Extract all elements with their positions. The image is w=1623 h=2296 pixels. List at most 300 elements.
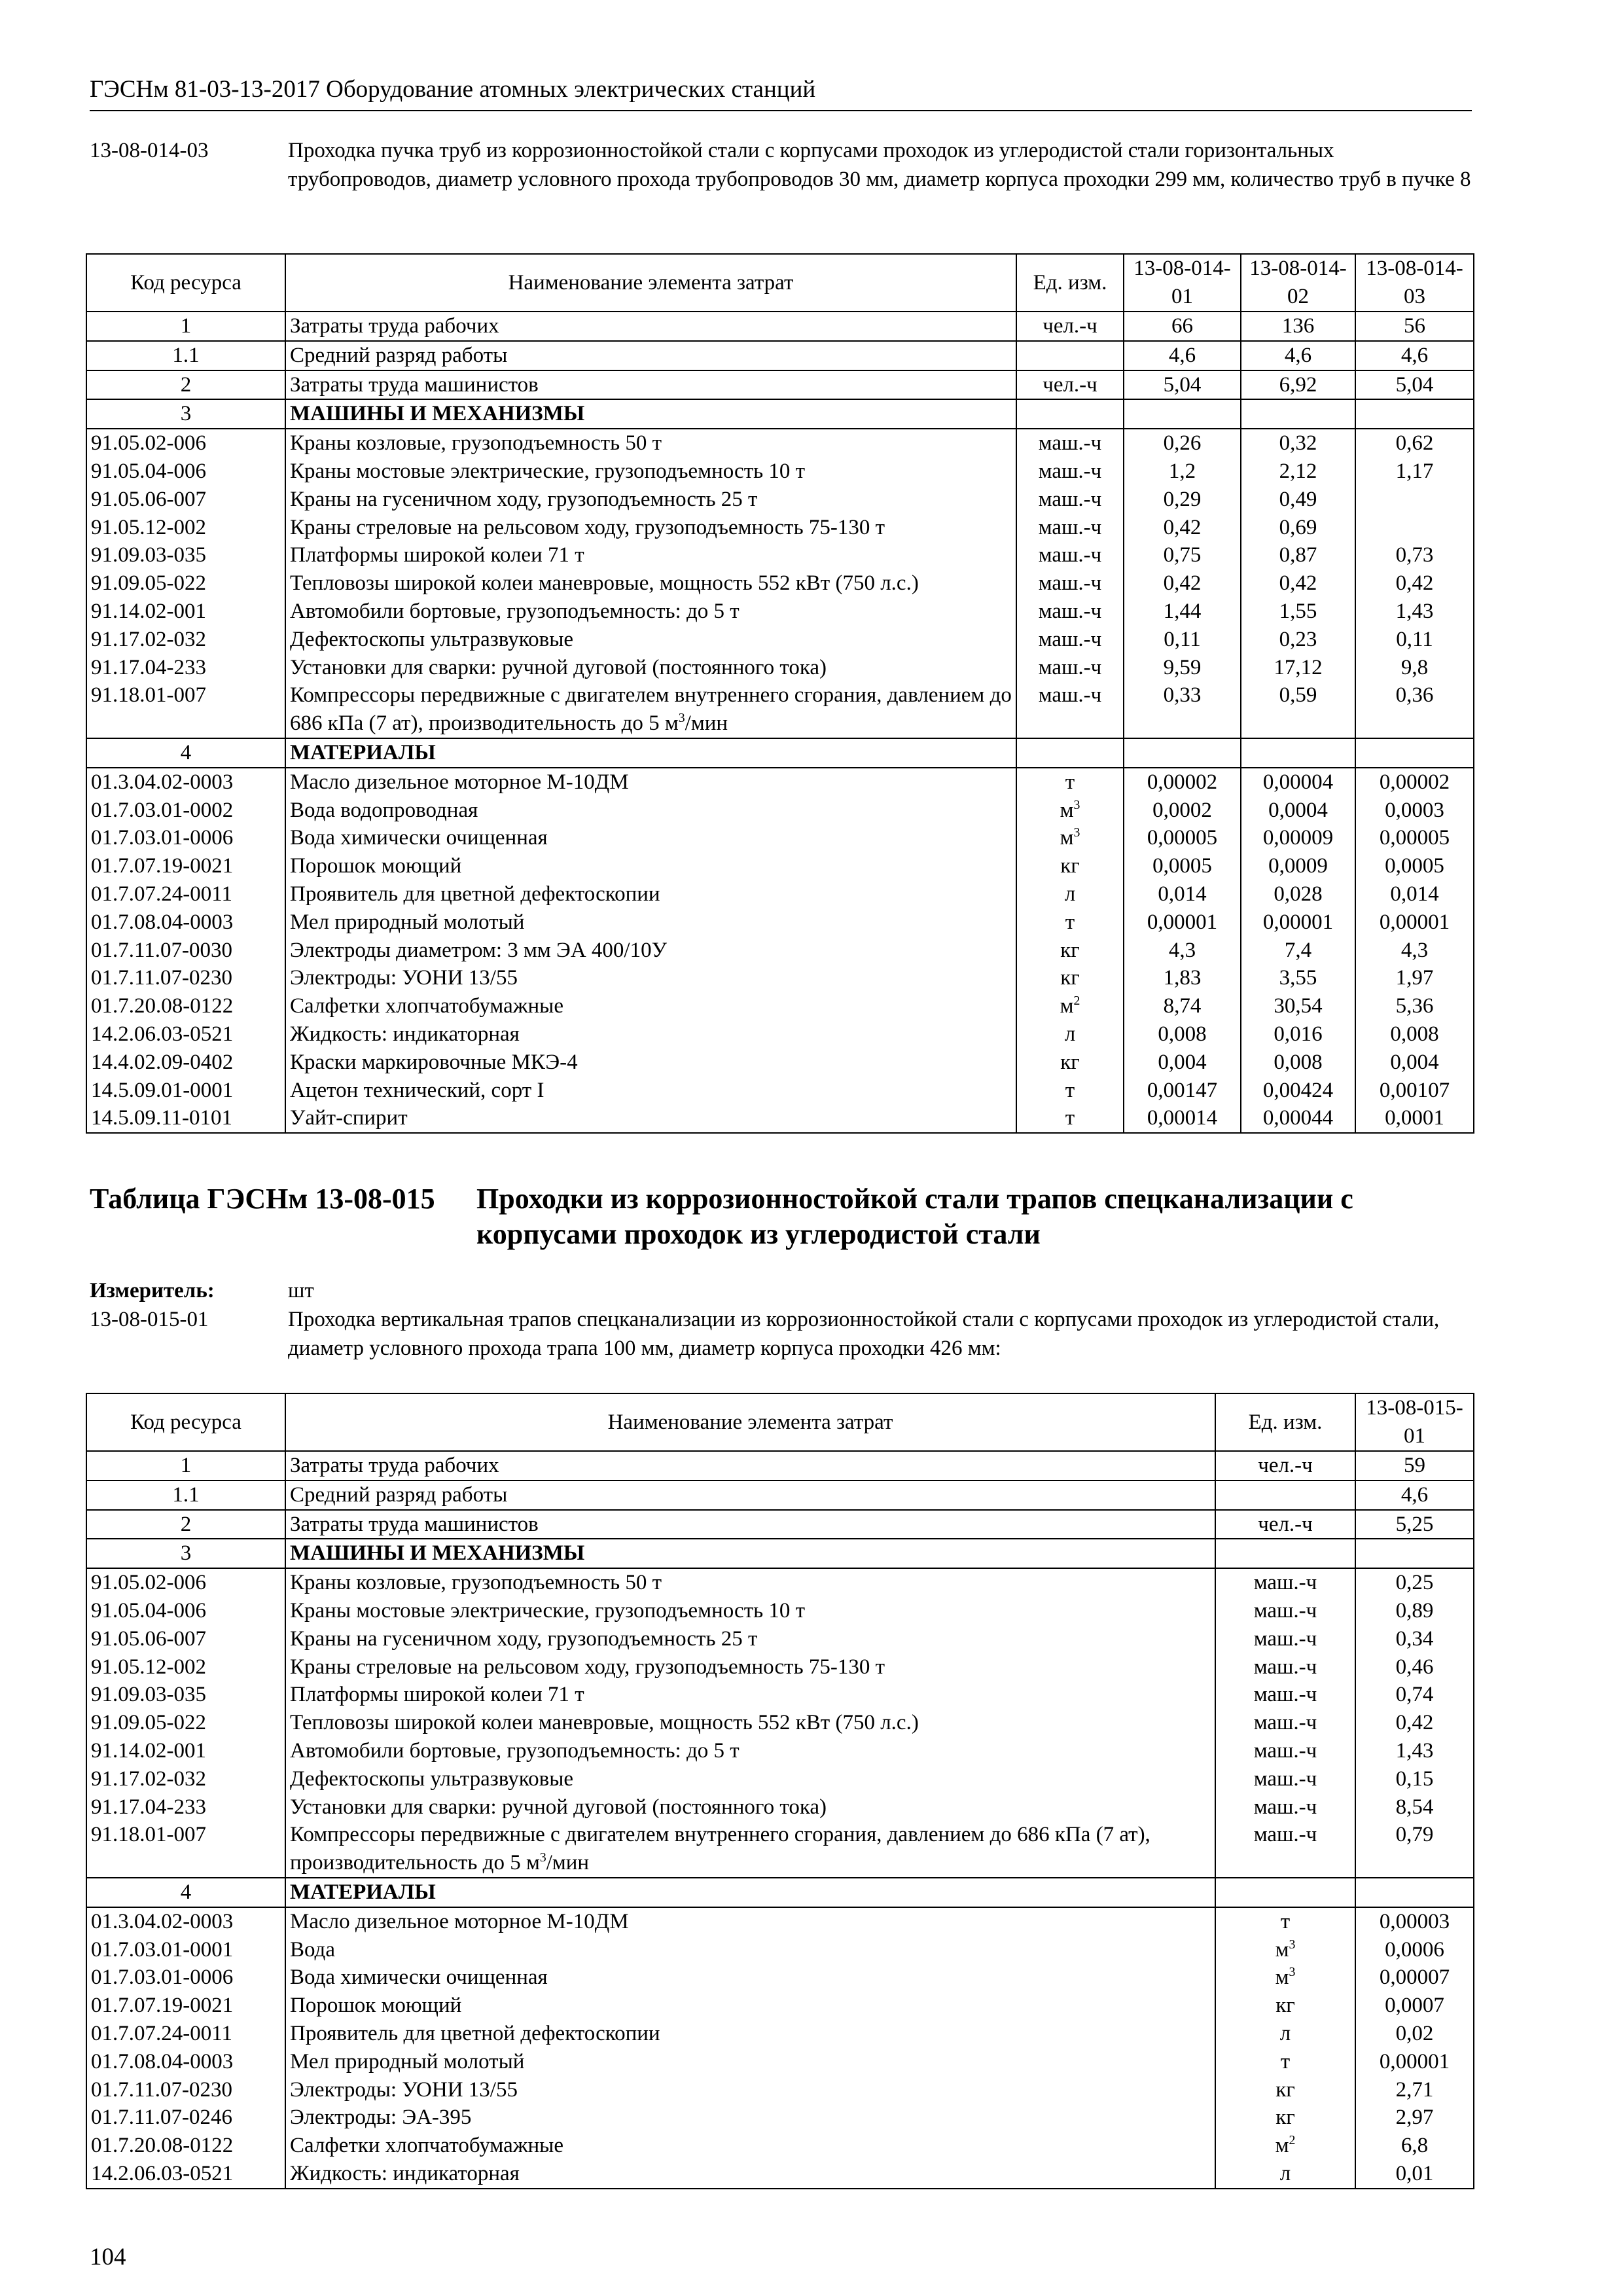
table-row [86, 1539, 1474, 1568]
resource-value: 0,014 [1355, 880, 1474, 908]
resource-unit: кг [1215, 2076, 1355, 2104]
resource-code: 01.7.20.08-0122 [86, 2132, 285, 2160]
resource-code: 14.5.09.01-0001 [86, 1077, 285, 1105]
table-row [86, 681, 1474, 738]
resource-name: Средний разряд работы [285, 1480, 1215, 1510]
resource-value: 0,00002 [1355, 768, 1474, 797]
resource-value: 0,016 [1241, 1020, 1355, 1049]
resource-value: 1,97 [1355, 964, 1474, 992]
table-row [86, 1765, 1474, 1793]
resource-code: 91.14.02-001 [86, 598, 285, 626]
resource-unit: т [1215, 2048, 1355, 2076]
resource-name: Затраты труда машинистов [285, 1510, 1215, 1539]
resource-value: 0,0002 [1124, 797, 1241, 825]
resource-name: Салфетки хлопчатобумажные [285, 992, 1016, 1020]
resource-value: 0,79 [1355, 1821, 1474, 1878]
table-row [86, 1104, 1474, 1133]
resource-code: 01.7.07.19-0021 [86, 852, 285, 880]
table-row [86, 1020, 1474, 1049]
resource-unit [1016, 399, 1124, 429]
table-row [86, 1709, 1474, 1737]
resource-code: 91.17.04-233 [86, 1793, 285, 1821]
resource-unit: маш.-ч [1016, 457, 1124, 486]
resource-code: 01.7.11.07-0230 [86, 964, 285, 992]
page-number: 104 [90, 2244, 126, 2270]
col-header-code: Код ресурса [86, 1393, 285, 1451]
resource-table-2 [86, 1393, 1474, 2189]
resource-value: 0,34 [1355, 1625, 1474, 1653]
resource-value: 9,8 [1355, 654, 1474, 682]
table-row [86, 1964, 1474, 1992]
resource-value: 4,6 [1355, 1480, 1474, 1510]
table-row [86, 541, 1474, 569]
resource-name: Тепловозы широкой колеи маневровые, мощность 552 кВт (750 л.с.) [285, 569, 1016, 598]
resource-value: 0,008 [1124, 1020, 1241, 1049]
table-row [86, 1992, 1474, 2020]
resource-value: 2,71 [1355, 2076, 1474, 2104]
resource-unit: маш.-ч [1215, 1709, 1355, 1737]
resource-value: 4,6 [1124, 341, 1241, 370]
resource-value: 8,74 [1124, 992, 1241, 1020]
resource-value: 0,62 [1355, 429, 1474, 457]
table-row [86, 514, 1474, 542]
resource-code: 91.05.02-006 [86, 1568, 285, 1597]
resource-name: Вода химически очищенная [285, 1964, 1215, 1992]
resource-unit: л [1215, 2160, 1355, 2189]
resource-name: Уайт-спирит [285, 1104, 1016, 1133]
resource-code: 4 [86, 1878, 285, 1907]
resource-code: 2 [86, 370, 285, 400]
resource-value: 0,0004 [1241, 797, 1355, 825]
resource-unit: маш.-ч [1016, 626, 1124, 654]
resource-unit: л [1016, 880, 1124, 908]
resource-value: 0,15 [1355, 1765, 1474, 1793]
resource-unit: маш.-ч [1016, 541, 1124, 569]
resource-value: 4,6 [1241, 341, 1355, 370]
table-row [86, 1049, 1474, 1077]
work-code: 13-08-014-03 [90, 139, 209, 162]
resource-value: 0,02 [1355, 2020, 1474, 2048]
col-header-variant: 13-08-014-03 [1355, 254, 1474, 312]
table-row [86, 2076, 1474, 2104]
resource-value: 0,74 [1355, 1681, 1474, 1709]
table-row [86, 1597, 1474, 1625]
resource-value: 0,00424 [1241, 1077, 1355, 1105]
table-row [86, 797, 1474, 825]
resource-code: 91.05.02-006 [86, 429, 285, 457]
resource-unit: маш.-ч [1215, 1625, 1355, 1653]
resource-name: Установки для сварки: ручной дуговой (постоянного тока) [285, 1793, 1215, 1821]
resource-value: 0,00004 [1241, 768, 1355, 797]
resource-name: Вода водопроводная [285, 797, 1016, 825]
resource-code: 01.7.07.19-0021 [86, 1992, 285, 2020]
resource-name: Затраты труда рабочих [285, 1451, 1215, 1480]
work-code: 13-08-015-01 [90, 1308, 209, 1331]
resource-value [1241, 399, 1355, 429]
resource-name: Электроды: УОНИ 13/55 [285, 2076, 1215, 2104]
resource-value: 5,36 [1355, 992, 1474, 1020]
resource-value: 0,014 [1124, 880, 1241, 908]
resource-code: 14.4.02.09-0402 [86, 1049, 285, 1077]
resource-name: Краски маркировочные МКЭ-4 [285, 1049, 1016, 1077]
resource-value: 0,00001 [1355, 2048, 1474, 2076]
resource-name: МАТЕРИАЛЫ [285, 1878, 1215, 1907]
resource-code: 01.7.03.01-0006 [86, 824, 285, 852]
resource-value: 0,0007 [1355, 1992, 1474, 2020]
resource-code: 1.1 [86, 1480, 285, 1510]
resource-unit: чел.-ч [1215, 1451, 1355, 1480]
resource-code: 91.17.02-032 [86, 626, 285, 654]
table-row [86, 598, 1474, 626]
resource-unit: маш.-ч [1215, 1765, 1355, 1793]
resource-unit: чел.-ч [1016, 312, 1124, 341]
resource-unit: маш.-ч [1016, 569, 1124, 598]
resource-name: Затраты труда рабочих [285, 312, 1016, 341]
resource-code: 2 [86, 1510, 285, 1539]
resource-value: 0,42 [1355, 569, 1474, 598]
table-row [86, 1451, 1474, 1480]
resource-name: Масло дизельное моторное М-10ДМ [285, 768, 1016, 797]
table-row [86, 2048, 1474, 2076]
resource-name: Краны козловые, грузоподъемность 50 т [285, 429, 1016, 457]
resource-value: 0,73 [1355, 541, 1474, 569]
meter-value: шт [288, 1279, 314, 1302]
resource-code: 91.05.06-007 [86, 1625, 285, 1653]
resource-unit: чел.-ч [1016, 370, 1124, 400]
resource-value: 9,59 [1124, 654, 1241, 682]
resource-code: 01.7.07.24-0011 [86, 2020, 285, 2048]
resource-code: 91.05.04-006 [86, 457, 285, 486]
resource-unit: кг [1215, 2104, 1355, 2132]
table-row [86, 1653, 1474, 1681]
resource-value [1355, 1878, 1474, 1907]
resource-unit: маш.-ч [1215, 1737, 1355, 1765]
resource-value: 0,00001 [1241, 908, 1355, 937]
resource-name: Краны стреловые на рельсовом ходу, грузоподъемность 75-130 т [285, 1653, 1215, 1681]
resource-value: 0,00009 [1241, 824, 1355, 852]
resource-unit [1215, 1539, 1355, 1568]
col-header-variant: 13-08-014-02 [1241, 254, 1355, 312]
table-row [86, 880, 1474, 908]
resource-code: 01.7.03.01-0002 [86, 797, 285, 825]
col-header-variant: 13-08-015-01 [1355, 1393, 1474, 1451]
resource-unit: маш.-ч [1215, 1568, 1355, 1597]
resource-unit: $м^3$ [1215, 1936, 1355, 1964]
resource-unit: кг [1016, 1049, 1124, 1077]
resource-value: 136 [1241, 312, 1355, 341]
resource-value: 2,12 [1241, 457, 1355, 486]
col-header-unit: Ед. изм. [1215, 1393, 1355, 1451]
resource-unit: кг [1016, 964, 1124, 992]
resource-code: 01.7.11.07-0246 [86, 2104, 285, 2132]
resource-name: МАШИНЫ И МЕХАНИЗМЫ [285, 1539, 1215, 1568]
table-row [86, 2104, 1474, 2132]
resource-unit: т [1016, 768, 1124, 797]
resource-name: Автомобили бортовые, грузоподъемность: до 5 т [285, 598, 1016, 626]
resource-name: Краны стреловые на рельсовом ходу, грузоподъемность 75-130 т [285, 514, 1016, 542]
resource-value: 30,54 [1241, 992, 1355, 1020]
resource-value: 0,26 [1124, 429, 1241, 457]
resource-value: 0,46 [1355, 1653, 1474, 1681]
resource-value: 0,42 [1124, 514, 1241, 542]
resource-name: Платформы широкой колеи 71 т [285, 1681, 1215, 1709]
resource-unit: $м^3$ [1215, 1964, 1355, 1992]
table-row [86, 2020, 1474, 2048]
resource-unit: $м^3$ [1016, 797, 1124, 825]
resource-value: 17,12 [1241, 654, 1355, 682]
resource-value: 0,87 [1241, 541, 1355, 569]
resource-unit: маш.-ч [1215, 1597, 1355, 1625]
resource-name: Вода [285, 1936, 1215, 1964]
resource-code: 91.05.06-007 [86, 486, 285, 514]
resource-name: Краны мостовые электрические, грузоподъемность 10 т [285, 457, 1016, 486]
resource-value: 0,36 [1355, 681, 1474, 738]
resource-name: Компрессоры передвижные с двигателем внутреннего сгорания, давлением до 686 кПа (7 ат), производительность до 5 $м^3$/мин [285, 1821, 1215, 1878]
resource-value: 1,55 [1241, 598, 1355, 626]
resource-code: 01.7.03.01-0001 [86, 1936, 285, 1964]
resource-unit: маш.-ч [1016, 681, 1124, 738]
resource-unit [1215, 1878, 1355, 1907]
table-row [86, 1907, 1474, 1936]
resource-value: 7,4 [1241, 937, 1355, 965]
table-row [86, 852, 1474, 880]
resource-code: 91.09.05-022 [86, 1709, 285, 1737]
work-description: Проходка вертикальная трапов спецканализации из коррозионностойкой стали с корпусами проходок из углеродистой стали, диаметр условного прохода трапа 100 мм, диаметр корпуса проходки 426 мм: [288, 1308, 1440, 1360]
resource-code: 01.7.20.08-0122 [86, 992, 285, 1020]
table-row [86, 429, 1474, 457]
resource-unit: кг [1016, 937, 1124, 965]
resource-value: 0,00005 [1124, 824, 1241, 852]
table-title-text: Проходки из коррозионностойкой стали трапов спецканализации с корпусами проходок из углеродистой стали [476, 1183, 1353, 1250]
resource-unit: маш.-ч [1016, 598, 1124, 626]
resource-unit [1016, 738, 1124, 768]
resource-value: 1,2 [1124, 457, 1241, 486]
resource-value [1124, 399, 1241, 429]
resource-name: Электроды: ЭА-395 [285, 2104, 1215, 2132]
resource-code: 1 [86, 1451, 285, 1480]
resource-code: 91.05.04-006 [86, 1597, 285, 1625]
resource-name: Краны мостовые электрические, грузоподъемность 10 т [285, 1597, 1215, 1625]
resource-name: Ацетон технический, сорт I [285, 1077, 1016, 1105]
resource-unit: т [1016, 908, 1124, 937]
resource-name: Средний разряд работы [285, 341, 1016, 370]
running-header: ГЭСНм 81-03-13-2017 Оборудование атомных электрических станций [90, 76, 816, 103]
resource-value: 0,008 [1241, 1049, 1355, 1077]
table-row [86, 1793, 1474, 1821]
table-title-label: Таблица ГЭСНм 13-08-015 [90, 1183, 435, 1215]
resource-unit: л [1215, 2020, 1355, 2048]
resource-code: 01.7.11.07-0230 [86, 2076, 285, 2104]
resource-code: 1.1 [86, 341, 285, 370]
resource-value: 5,25 [1355, 1510, 1474, 1539]
table-row [86, 370, 1474, 400]
resource-value: 6,92 [1241, 370, 1355, 400]
table-row [86, 341, 1474, 370]
resource-unit: маш.-ч [1016, 486, 1124, 514]
resource-code: 91.18.01-007 [86, 681, 285, 738]
resource-value: 2,97 [1355, 2104, 1474, 2132]
col-header-variant: 13-08-014-01 [1124, 254, 1241, 312]
meter-label: Измеритель: [90, 1279, 215, 1302]
resource-value: 0,25 [1355, 1568, 1474, 1597]
resource-value [1355, 1539, 1474, 1568]
resource-unit: маш.-ч [1016, 514, 1124, 542]
resource-value: 0,11 [1124, 626, 1241, 654]
resource-value: 0,00001 [1124, 908, 1241, 937]
table-row [86, 1625, 1474, 1653]
resource-unit: $м^2$ [1215, 2132, 1355, 2160]
resource-name: Дефектоскопы ультразвуковые [285, 626, 1016, 654]
resource-value: 0,29 [1124, 486, 1241, 514]
resource-code: 01.3.04.02-0003 [86, 768, 285, 797]
resource-value: 0,0005 [1124, 852, 1241, 880]
resource-name: Автомобили бортовые, грузоподъемность: до 5 т [285, 1737, 1215, 1765]
resource-value: 0,00001 [1355, 908, 1474, 937]
resource-unit: маш.-ч [1016, 429, 1124, 457]
resource-value: 3,55 [1241, 964, 1355, 992]
resource-name: Компрессоры передвижные с двигателем внутреннего сгорания, давлением до 686 кПа (7 ат), производительность до 5 $м^3$/мин [285, 681, 1016, 738]
resource-unit [1215, 1480, 1355, 1510]
resource-value: 0,00044 [1241, 1104, 1355, 1133]
resource-unit: т [1215, 1907, 1355, 1936]
resource-value: 0,42 [1124, 569, 1241, 598]
resource-name: Дефектоскопы ультразвуковые [285, 1765, 1215, 1793]
resource-value: 56 [1355, 312, 1474, 341]
table-row [86, 738, 1474, 768]
table-row [86, 964, 1474, 992]
resource-value: 0,00107 [1355, 1077, 1474, 1105]
resource-code: 01.7.11.07-0030 [86, 937, 285, 965]
resource-code: 4 [86, 738, 285, 768]
table-row [86, 824, 1474, 852]
col-header-name: Наименование элемента затрат [285, 254, 1016, 312]
resource-value: 0,028 [1241, 880, 1355, 908]
resource-code: 91.17.04-233 [86, 654, 285, 682]
resource-name: Краны на гусеничном ходу, грузоподъемность 25 т [285, 1625, 1215, 1653]
resource-code: 01.7.07.24-0011 [86, 880, 285, 908]
header-rule [90, 110, 1472, 111]
resource-value: 1,43 [1355, 1737, 1474, 1765]
resource-value [1355, 399, 1474, 429]
resource-unit: маш.-ч [1215, 1821, 1355, 1878]
resource-unit: кг [1215, 1992, 1355, 2020]
resource-table-2-body [86, 1451, 1474, 2189]
table-row [86, 1510, 1474, 1539]
resource-unit: маш.-ч [1215, 1793, 1355, 1821]
resource-name: Затраты труда машинистов [285, 370, 1016, 400]
resource-value: 0,0009 [1241, 852, 1355, 880]
resource-value: 5,04 [1124, 370, 1241, 400]
resource-value [1355, 514, 1474, 542]
table-row [86, 992, 1474, 1020]
table-row [86, 312, 1474, 341]
resource-value: 0,0005 [1355, 852, 1474, 880]
resource-value [1124, 738, 1241, 768]
resource-name: Проявитель для цветной дефектоскопии [285, 880, 1016, 908]
resource-name: Тепловозы широкой колеи маневровые, мощность 552 кВт (750 л.с.) [285, 1709, 1215, 1737]
resource-code: 01.7.03.01-0006 [86, 1964, 285, 1992]
resource-unit: $м^2$ [1016, 992, 1124, 1020]
resource-value: 4,6 [1355, 341, 1474, 370]
resource-value: 59 [1355, 1451, 1474, 1480]
table-row [86, 569, 1474, 598]
resource-value: 0,33 [1124, 681, 1241, 738]
resource-name: Вода химически очищенная [285, 824, 1016, 852]
resource-table-1 [86, 253, 1474, 1134]
resource-name: Краны на гусеничном ходу, грузоподъемность 25 т [285, 486, 1016, 514]
resource-code: 91.14.02-001 [86, 1737, 285, 1765]
resource-unit: маш.-ч [1016, 654, 1124, 682]
table-row [86, 486, 1474, 514]
resource-unit: $м^3$ [1016, 824, 1124, 852]
resource-code: 01.3.04.02-0003 [86, 1907, 285, 1936]
col-header-unit: Ед. изм. [1016, 254, 1124, 312]
resource-code: 1 [86, 312, 285, 341]
resource-name: Порошок моющий [285, 852, 1016, 880]
resource-unit: т [1016, 1077, 1124, 1105]
resource-name: Электроды диаметром: 3 мм ЭА 400/10У [285, 937, 1016, 965]
table-row [86, 399, 1474, 429]
work-description: Проходка пучка труб из коррозионностойкой стали с корпусами проходок из углеродистой стали горизонтальных трубопроводов, диаметр условного прохода трубопроводов 30 мм, диаметр корпуса проходки 299 мм, количество труб в пучке 8 [288, 139, 1471, 191]
table-row [86, 908, 1474, 937]
resource-name: Масло дизельное моторное М-10ДМ [285, 1907, 1215, 1936]
resource-code: 14.2.06.03-0521 [86, 2160, 285, 2189]
resource-code: 3 [86, 399, 285, 429]
col-header-code: Код ресурса [86, 254, 285, 312]
resource-code: 01.7.08.04-0003 [86, 908, 285, 937]
resource-unit [1016, 341, 1124, 370]
resource-name: Жидкость: индикаторная [285, 2160, 1215, 2189]
resource-value: 0,00147 [1124, 1077, 1241, 1105]
resource-value: 0,00005 [1355, 824, 1474, 852]
resource-value: 0,00014 [1124, 1104, 1241, 1133]
resource-value [1355, 738, 1474, 768]
table-row [86, 937, 1474, 965]
col-header-name: Наименование элемента затрат [285, 1393, 1215, 1451]
resource-value: 0,00002 [1124, 768, 1241, 797]
table-row [86, 1737, 1474, 1765]
resource-value: 0,69 [1241, 514, 1355, 542]
resource-value: 0,75 [1124, 541, 1241, 569]
resource-unit: чел.-ч [1215, 1510, 1355, 1539]
table-row [86, 1936, 1474, 1964]
resource-unit: маш.-ч [1215, 1653, 1355, 1681]
resource-value: 1,43 [1355, 598, 1474, 626]
resource-name: Порошок моющий [285, 1992, 1215, 2020]
resource-code: 14.5.09.11-0101 [86, 1104, 285, 1133]
resource-value: 4,3 [1124, 937, 1241, 965]
resource-value: 1,17 [1355, 457, 1474, 486]
resource-code: 01.7.08.04-0003 [86, 2048, 285, 2076]
resource-value: 0,89 [1355, 1597, 1474, 1625]
table-row [86, 626, 1474, 654]
resource-name: Краны козловые, грузоподъемность 50 т [285, 1568, 1215, 1597]
resource-value: 0,49 [1241, 486, 1355, 514]
resource-unit: кг [1016, 852, 1124, 880]
table-row [86, 1077, 1474, 1105]
resource-name: Установки для сварки: ручной дуговой (постоянного тока) [285, 654, 1016, 682]
resource-unit: маш.-ч [1215, 1681, 1355, 1709]
resource-unit: т [1016, 1104, 1124, 1133]
table-row [86, 1480, 1474, 1510]
resource-table-1-body [86, 312, 1474, 1133]
resource-value: 0,0001 [1355, 1104, 1474, 1133]
resource-value [1355, 486, 1474, 514]
resource-name: Платформы широкой колеи 71 т [285, 541, 1016, 569]
table-row [86, 2160, 1474, 2189]
resource-name: Мел природный молотый [285, 908, 1016, 937]
resource-value: 0,01 [1355, 2160, 1474, 2189]
